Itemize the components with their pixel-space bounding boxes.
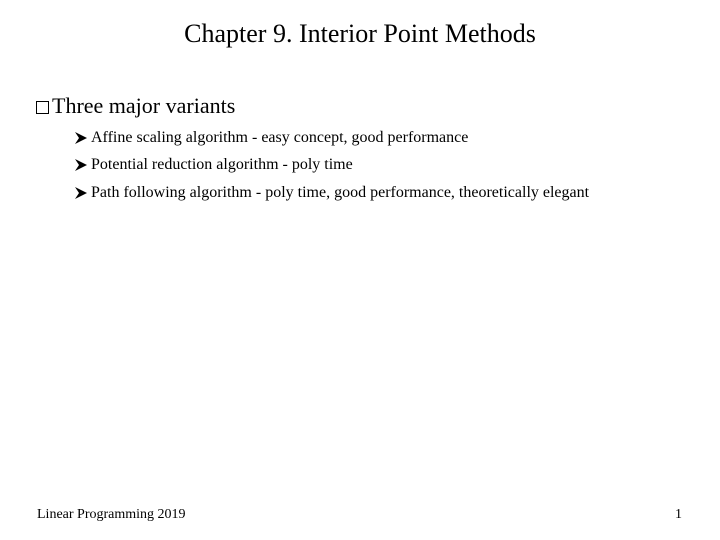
slide-title: Chapter 9. Interior Point Methods — [184, 19, 536, 48]
sub-bullet-item — [74, 179, 589, 207]
sub-bullet-item — [74, 152, 589, 180]
sub-bullet-text: Potential reduction algorithm - poly time — [91, 156, 353, 174]
sub-bullet-list — [74, 124, 589, 207]
sub-bullet-text: Affine scaling algorithm - easy concept, good performance — [91, 128, 469, 146]
page-number: 1 — [675, 507, 682, 522]
footer-text: Linear Programming 2019 — [37, 507, 186, 522]
square-bullet-icon — [36, 101, 49, 114]
sub-bullet-item — [74, 124, 589, 152]
sub-bullet-text: Path following algorithm - poly time, good performance, theoretically elegant — [91, 183, 590, 201]
main-bullet-item — [36, 91, 235, 121]
main-bullet-text: Three major variants — [52, 93, 236, 118]
arrow-bullet-icon — [74, 157, 89, 173]
arrow-bullet-icon — [74, 130, 89, 146]
arrow-bullet-icon — [74, 185, 89, 201]
